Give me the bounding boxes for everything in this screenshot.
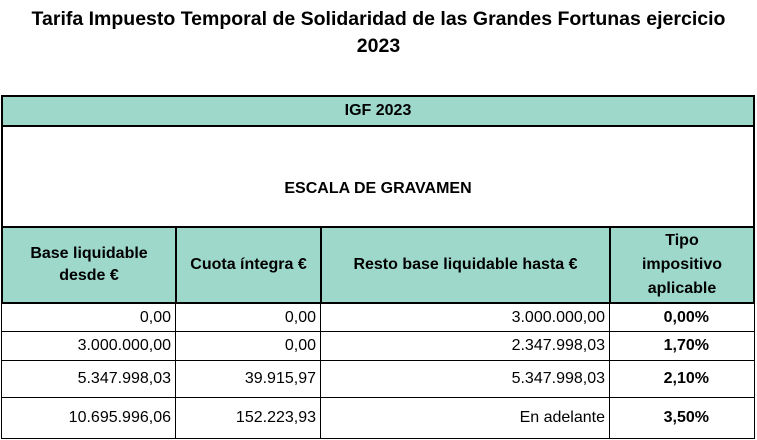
column-header-resto	[320, 226, 611, 304]
column-header-tipo-line-3: aplicable	[647, 280, 717, 297]
table-cell-base: 3.000.000,00	[1, 331, 176, 361]
column-header-tipo-line-1: Tipo	[665, 232, 699, 249]
document-title-line-1: Tarifa Impuesto Temporal de Solidaridad de las Grandes Fortunas ejercicio	[31, 8, 726, 30]
table-cell-tipo: 1,70%	[609, 331, 755, 361]
table-cell-resto: En adelante	[320, 397, 610, 439]
table-cell-base: 0,00	[1, 303, 176, 332]
table-cell-cuota: 152.223,93	[175, 397, 321, 439]
table-cell-cuota: 0,00	[175, 331, 321, 361]
column-header-resto-text: Resto base liquidable hasta €	[353, 256, 578, 273]
table-cell-cuota: 39.915,97	[175, 360, 321, 398]
table-subcaption-text: ESCALA DE GRAVAMEN	[284, 180, 472, 197]
column-header-base	[1, 226, 177, 304]
table-cell-base: 10.695.996,06	[1, 397, 176, 439]
table-cell-cuota: 0,00	[175, 303, 321, 332]
table-cell-resto: 5.347.998,03	[320, 360, 610, 398]
table-cell-tipo: 0,00%	[609, 303, 755, 332]
document-title-line-2: 2023	[356, 35, 401, 57]
column-header-base-line-2: desde €	[59, 267, 119, 284]
column-header-cuota	[175, 226, 322, 304]
table-cell-tipo: 3,50%	[609, 397, 755, 439]
table-cell-resto: 2.347.998,03	[320, 331, 610, 361]
column-header-tipo	[609, 226, 755, 304]
table-subcaption	[1, 125, 755, 228]
column-header-cuota-text: Cuota íntegra €	[190, 256, 307, 273]
column-header-base-line-1: Base liquidable	[30, 245, 148, 262]
table-cell-tipo: 2,10%	[609, 360, 755, 398]
document-title	[0, 6, 757, 60]
tax-rate-table	[0, 95, 757, 440]
table-caption	[1, 95, 755, 127]
table-cell-resto: 3.000.000,00	[320, 303, 610, 332]
table-cell-base: 5.347.998,03	[1, 360, 176, 398]
column-header-tipo-line-2: impositivo	[641, 256, 722, 273]
table-caption-text: IGF 2023	[344, 102, 412, 119]
